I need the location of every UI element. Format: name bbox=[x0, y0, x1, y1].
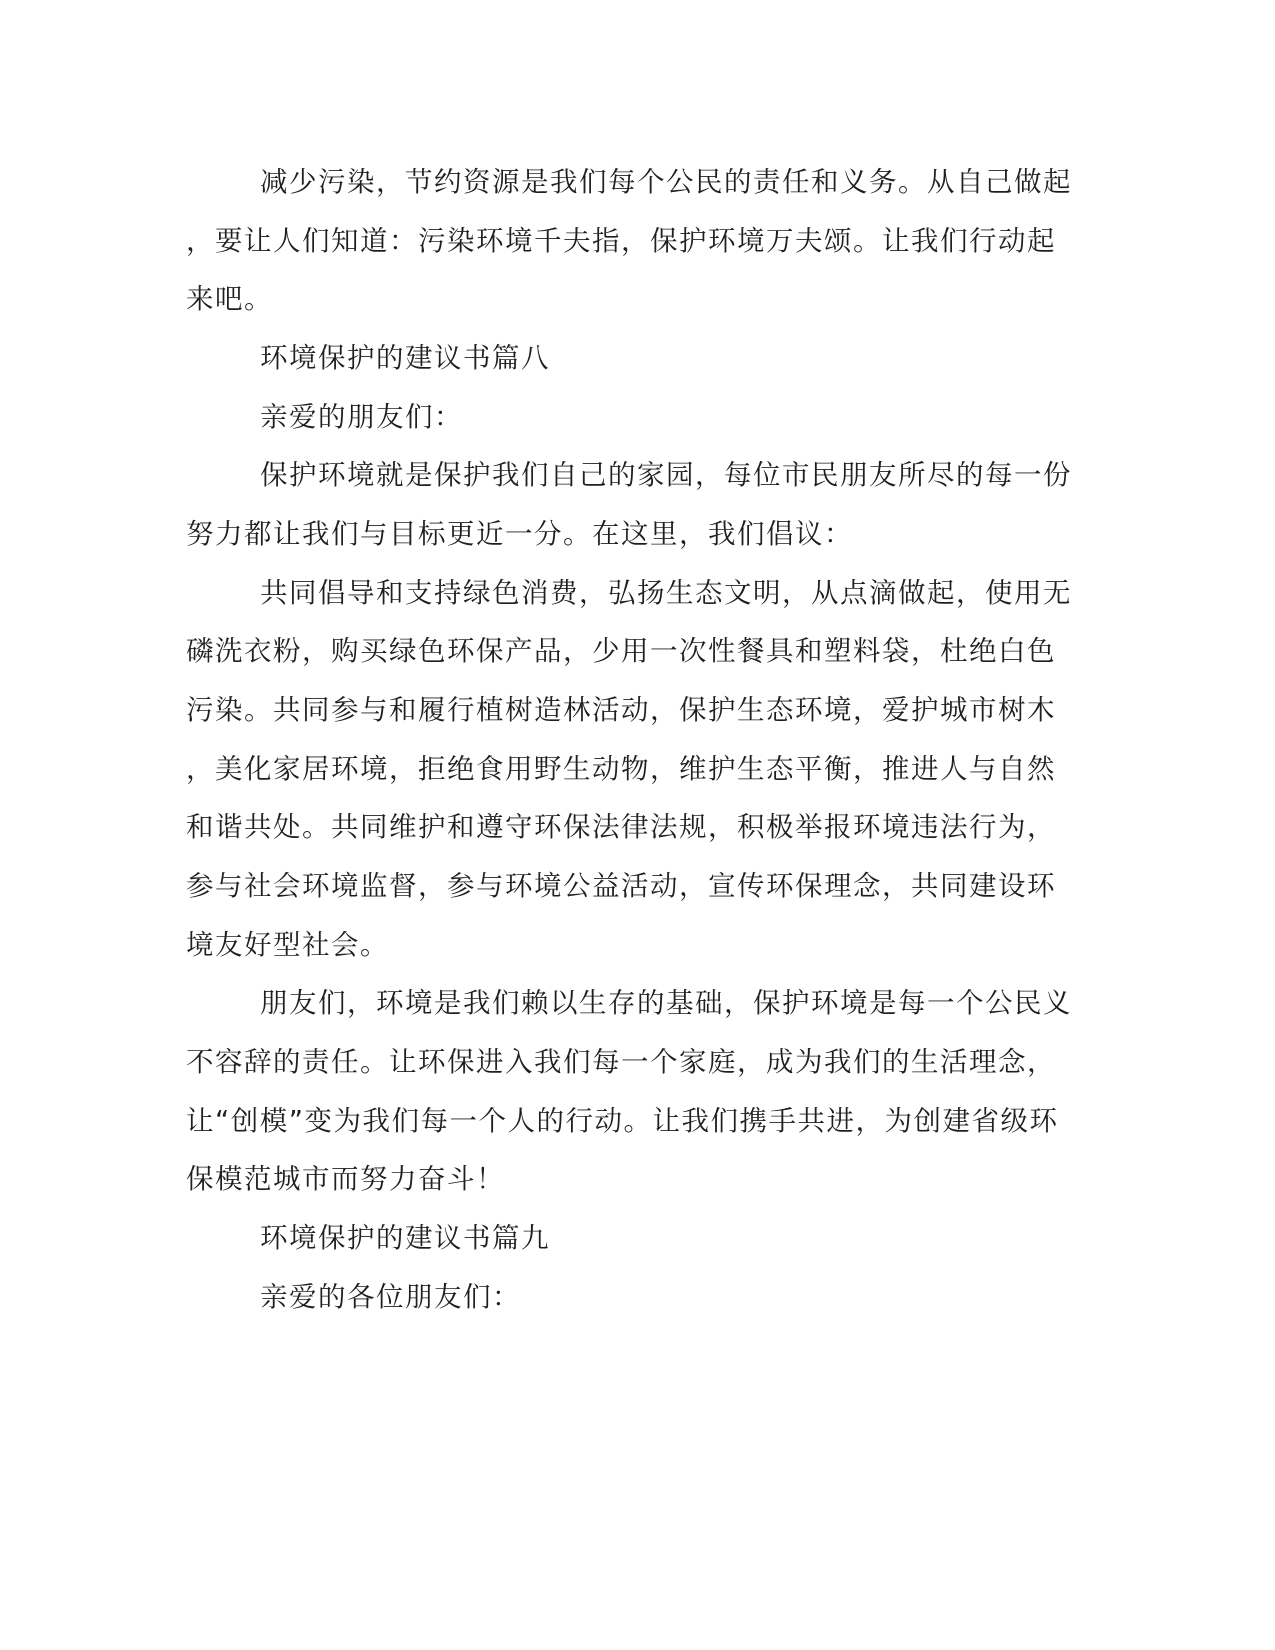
paragraph-4-line-3: 让“创模”变为我们每一个人的行动。让我们携手共进，为创建省级环 bbox=[186, 1105, 1059, 1137]
paragraph-4-line-4: 保模范城市而努力奋斗！ bbox=[186, 1163, 505, 1195]
section-heading-8: 环境保护的建议书篇八 bbox=[260, 342, 550, 374]
paragraph-3-line-1: 共同倡导和支持绿色消费，弘扬生态文明，从点滴做起，使用无 bbox=[260, 577, 1072, 609]
salutation-9: 亲爱的各位朋友们： bbox=[260, 1281, 521, 1313]
paragraph-4-line-2: 不容辞的责任。让环保进入我们每一个家庭，成为我们的生活理念， bbox=[186, 1046, 1056, 1078]
paragraph-3-line-6: 参与社会环境监督，参与环境公益活动，宣传环保理念，共同建设环 bbox=[186, 870, 1056, 902]
section-heading-9: 环境保护的建议书篇九 bbox=[260, 1222, 550, 1254]
paragraph-2-line-1: 保护环境就是保护我们自己的家园，每位市民朋友所尽的每一份 bbox=[260, 459, 1072, 491]
paragraph-4-line-1: 朋友们，环境是我们赖以生存的基础，保护环境是每一个公民义 bbox=[260, 987, 1072, 1019]
paragraph-2-line-2: 努力都让我们与目标更近一分。在这里，我们倡议： bbox=[186, 518, 853, 550]
paragraph-3-line-4: ，美化家居环境，拒绝食用野生动物，维护生态平衡，推进人与自然 bbox=[186, 753, 1056, 785]
paragraph-1-line-2: ，要让人们知道：污染环境千夫指，保护环境万夫颂。让我们行动起 bbox=[186, 225, 1056, 257]
salutation-8: 亲爱的朋友们： bbox=[260, 401, 463, 433]
paragraph-1-line-3: 来吧。 bbox=[186, 283, 273, 315]
paragraph-3-line-2: 磷洗衣粉，购买绿色环保产品，少用一次性餐具和塑料袋，杜绝白色 bbox=[186, 635, 1056, 667]
paragraph-1-line-1: 减少污染，节约资源是我们每个公民的责任和义务。从自己做起 bbox=[260, 166, 1072, 198]
paragraph-3-line-5: 和谐共处。共同维护和遵守环保法律法规，积极举报环境违法行为， bbox=[186, 811, 1056, 843]
paragraph-3-line-7: 境友好型社会。 bbox=[186, 929, 389, 961]
paragraph-3-line-3: 污染。共同参与和履行植树造林活动，保护生态环境，爱护城市树木 bbox=[186, 694, 1056, 726]
